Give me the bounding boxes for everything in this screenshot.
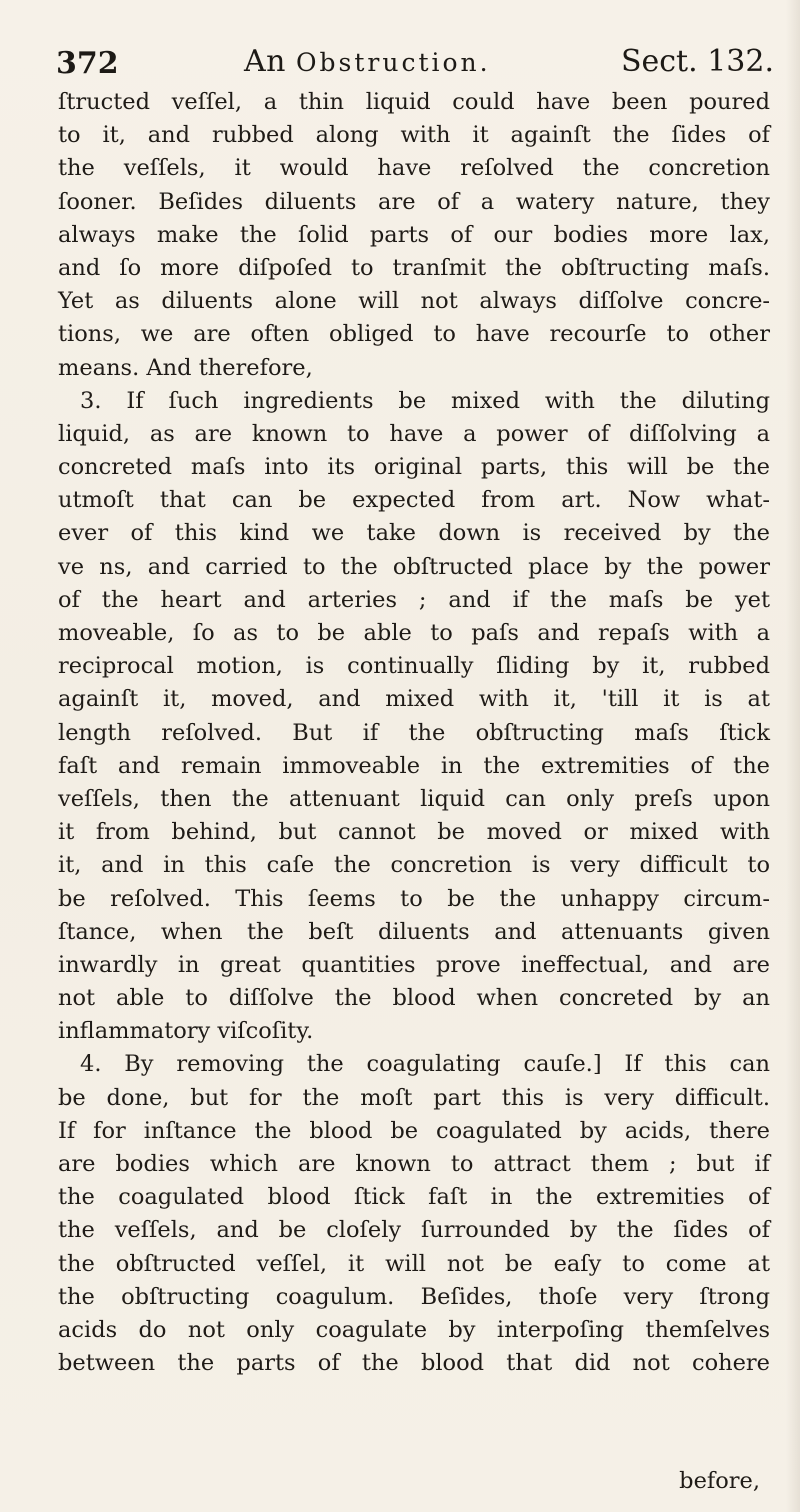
body-text <box>58 86 770 1380</box>
text-line: againſt it, moved, and mixed with it, 'till it is at <box>58 686 770 713</box>
text-line: 4. By removing the coagulating cauſe.] If this can <box>80 1051 770 1078</box>
text-line: always make the ſolid parts of our bodies more lax, <box>58 221 770 248</box>
running-title-article: An <box>244 44 297 79</box>
text-line: of the heart and arteries ; and if the maſs be yet <box>58 586 770 613</box>
text-line: not able to diſſolve the blood when concreted by an <box>58 985 770 1012</box>
running-title-main: Obstruction. <box>296 48 491 77</box>
text-line: ever of this kind we take down is received by the <box>58 520 770 547</box>
text-line: tions, we are often obliged to have recourſe to other <box>58 321 770 348</box>
text-line: are bodies which are known to attract them ; but if <box>58 1151 770 1177</box>
text-line: be done, but for the moſt part this is very difficult. <box>58 1084 770 1111</box>
text-line: ve ns, and carried to the obſtructed place by the power <box>58 553 770 580</box>
text-line: inflammatory viſcoſity. <box>58 1018 314 1045</box>
page-number: 372 <box>56 46 119 81</box>
text-line: length reſolved. But if the obſtructing maſs ſtick <box>58 719 770 746</box>
text-line: to it, and rubbed along with it againſt the ſides of <box>58 122 770 149</box>
running-header <box>56 44 774 88</box>
text-line: acids do not only coagulate by interpoſing themſelves <box>58 1316 770 1343</box>
page-edge-shadow <box>786 0 800 1512</box>
text-line: Yet as diluents alone will not always diſſolve concre- <box>58 288 770 315</box>
text-line: the coagulated blood ſtick faſt in the extremities of <box>58 1184 770 1211</box>
text-line: liquid, as are known to have a power of diſſolving a <box>58 420 770 447</box>
text-line: reciprocal motion, is continually ſliding by it, rubbed <box>58 653 770 680</box>
catchword: before, <box>679 1468 760 1494</box>
text-line: If for inſtance the blood be coagulated by acids, there <box>58 1117 770 1144</box>
text-line: between the parts of the blood that did not cohere <box>58 1350 770 1377</box>
text-line: the obſtructing coagulum. Beſides, thoſe very ſtrong <box>58 1283 770 1310</box>
text-line: veſſels, then the attenuant liquid can only preſs upon <box>58 785 770 812</box>
text-line: means. And therefore, <box>58 354 313 381</box>
text-line: the veſſels, it would have reſolved the concretion <box>58 155 770 182</box>
text-line: 3. If ſuch ingredients be mixed with the diluting <box>80 387 770 414</box>
text-line: and ſo more diſpoſed to tranſmit the obſtructing maſs. <box>58 254 770 281</box>
text-line: the obſtructed veſſel, it will not be eaſy to come at <box>58 1250 770 1277</box>
text-line: ſtructed veſſel, a thin liquid could have been poured <box>58 89 770 115</box>
text-line: faſt and remain immoveable in the extremities of the <box>58 752 770 779</box>
text-line: concreted maſs into its original parts, this will be the <box>58 454 770 481</box>
text-line: utmoſt that can be expected from art. Now what- <box>58 487 770 514</box>
text-line: it, and in this caſe the concretion is very difficult to <box>58 852 770 879</box>
text-line: inwardly in great quantities prove ineffectual, and are <box>58 951 770 978</box>
text-line: ſtance, when the beſt diluents and attenuants given <box>58 918 770 945</box>
text-line: it from behind, but cannot be moved or mixed with <box>58 819 770 846</box>
text-line: the veſſels, and be cloſely ſurrounded by the ſides of <box>58 1217 770 1244</box>
text-line: ſooner. Beſides diluents are of a watery nature, they <box>58 188 770 215</box>
text-line: moveable, ſo as to be able to paſs and repaſs with a <box>58 620 770 646</box>
text-line: be reſolved. This ſeems to be the unhappy circum- <box>58 885 770 912</box>
section-reference: Sect. 132. <box>620 44 774 79</box>
running-title <box>244 44 491 79</box>
